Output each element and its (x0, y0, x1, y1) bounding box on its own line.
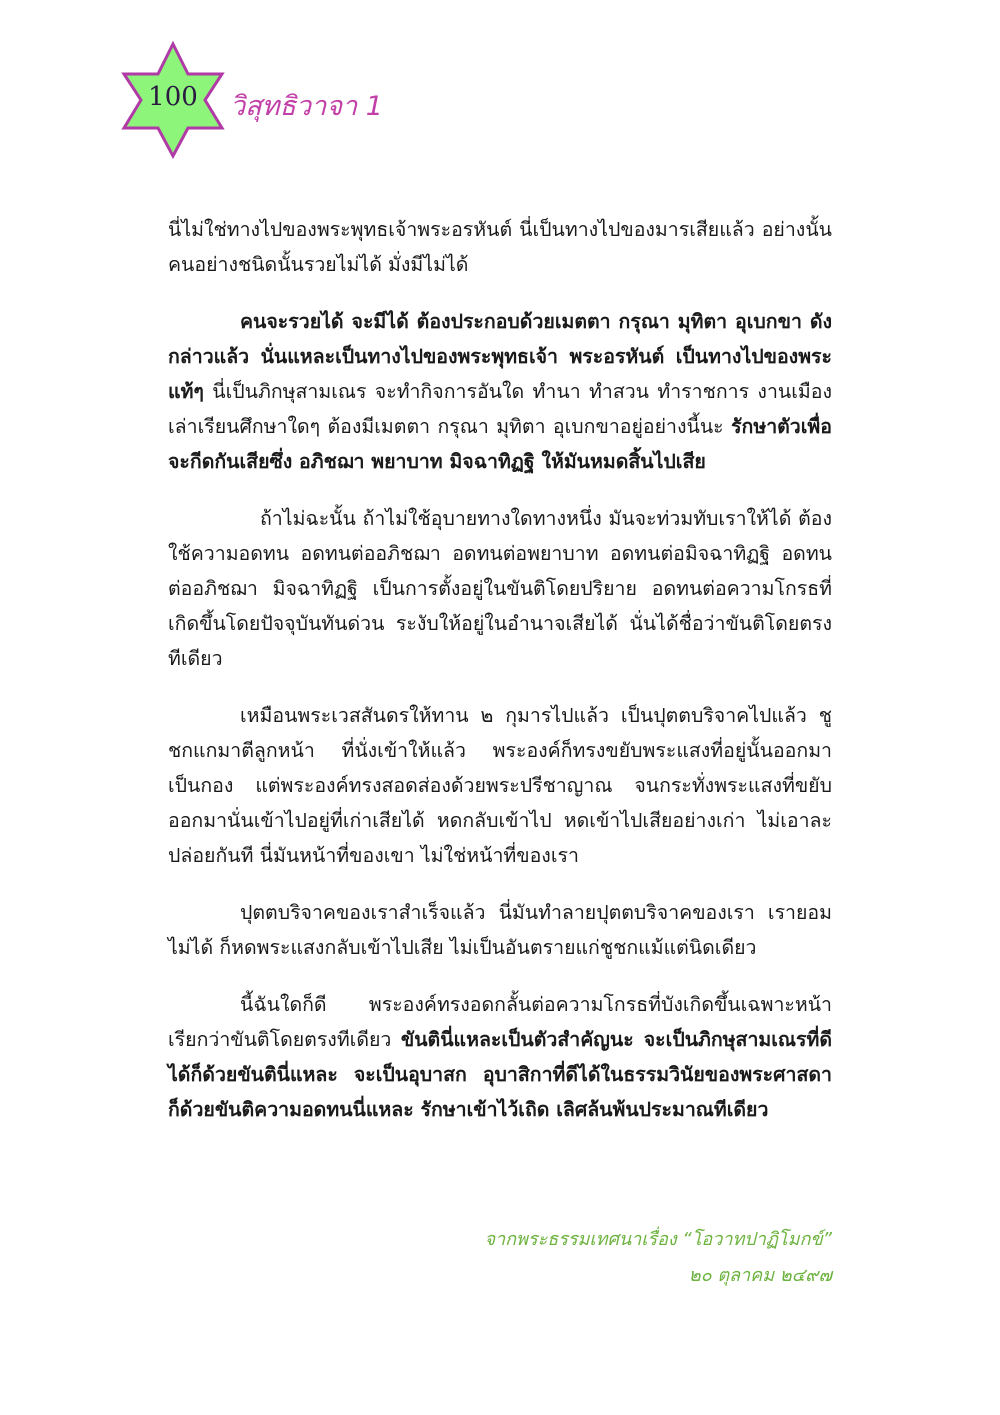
paragraph-6-bold-tail: ขันตินี่แหละเป็นตัวสำคัญนะ จะเป็นภิกษุสามเณรที่ดีได้ก็ด้วยขันตินี่แหละ จะเป็นอุบาสก อุบาสิกาที่ดีได้ในธรรมวินัยของพระศาสดา ก็ด้วยขันติความอดทนนี่แหละ รักษาเข้าไว้เถิด เลิศล้นพ้นประมาณทีเดียว (168, 1028, 832, 1121)
page-header (112, 40, 383, 160)
paragraph-3 (168, 501, 832, 676)
paragraph-1-text: นี่ไม่ใช่ทางไปของพระพุทธเจ้าพระอรหันต์ นี่เป็นทางไปของมารเสียแล้ว อย่างนั้น คนอย่างชนิดนั้นรวยไม่ได้ มั่งมีไม่ได้ (168, 218, 832, 276)
paragraph-6 (168, 987, 832, 1127)
source-title: จากพระธรรมเทศนาเรื่อง “โอวาทปาฏิโมกข์” (484, 1229, 832, 1250)
source-date: ๒๐ ตุลาคม ๒๔๙๗ (688, 1265, 832, 1286)
paragraph-2-bold-lead: คนจะรวยได้ จะมีได้ ต้องประกอบด้วยเมตตา กรุณา มุทิตา อุเบกขา ดังกล่าวแล้ว นั่นแหละเป็นทางไปของพระพุทธเจ้า พระอรหันต์ เป็นทางไปของพระแท้ๆ (168, 310, 832, 403)
paragraph-2-text: นี่เป็นภิกษุสามเณร จะทำกิจการอันใด ทำนา ทำสวน ทำราชการ งานเมือง เล่าเรียนศึกษาใดๆ ต้องมีเมตตา กรุณา มุทิตา อุเบกขาอยู่อย่างนี้นะ (168, 380, 832, 438)
paragraph-3-text: ถ้าไม่ฉะนั้น ถ้าไม่ใช้อุบายทางใดทางหนึ่ง มันจะท่วมทับเราให้ได้ ต้องใช้ความอดทน อดทนต่ออภิชฌา อดทนต่อพยาบาท อดทนต่อมิจฉาทิฏฐิ อดทนต่ออภิชฌา มิจฉาทิฏฐิ เป็นการตั้งอยู่ในขันติโดยปริยาย อดทนต่อความโกรธที่เกิดขึ้นโดยปัจจุบันทันด่วน ระงับให้อยู่ในอำนาจเสียได้ นั่นได้ชื่อว่าขันติโดยตรงทีเดียว (168, 507, 832, 670)
book-title: วิสุทธิวาจา 1 (230, 91, 383, 122)
paragraph-2 (168, 304, 832, 479)
paragraph-2-bold-tail: รักษาตัวเพื่อจะกีดกันเสียซึ่ง อภิชฌา พยาบาท มิจฉาทิฏฐิ ให้มันหมดสิ้นไปเสีย (168, 415, 832, 473)
page-number: 100 (148, 82, 198, 112)
paragraph-5-text: ปุตตบริจาคของเราสำเร็จแล้ว นี่มันทำลายปุตตบริจาคของเรา เรายอมไม่ได้ ก็หดพระแสงกลับเข้าไปเสีย ไม่เป็นอันตรายแก่ชูชกแม้แต่นิดเดียว (168, 901, 832, 959)
paragraph-4-text: เหมือนพระเวสสันดรให้ทาน ๒ กุมารไปแล้ว เป็นปุตตบริจาคไปแล้ว ชูชกแกมาตีลูกหน้า ที่นั่งเข้าให้แล้ว พระองค์ก็ทรงขยับพระแสงที่อยู่นั้นออกมาเป็นกอง แต่พระองค์ทรงสอดส่องด้วยพระปรีชาญาณ จนกระทั่งพระแสงที่ขยับออกมานั่นเข้าไปอยู่ที่เก่าเสียได้ หดกลับเข้าไป หดเข้าไปเสียอย่างเก่า ไม่เอาละ ปล่อยกันที นี่มันหน้าที่ของเขา ไม่ใช่หน้าที่ของเรา (168, 704, 832, 867)
source-citation (484, 1222, 832, 1294)
paragraph-1 (168, 212, 832, 282)
paragraph-5 (168, 895, 832, 965)
paragraph-6-text: นี้ฉันใดก็ดี พระองค์ทรงอดกลั้นต่อความโกรธที่บังเกิดขึ้นเฉพาะหน้า เรียกว่าขันติโดยตรงทีเดียว (168, 993, 832, 1051)
paragraph-4 (168, 698, 832, 873)
document-body (168, 212, 832, 1149)
